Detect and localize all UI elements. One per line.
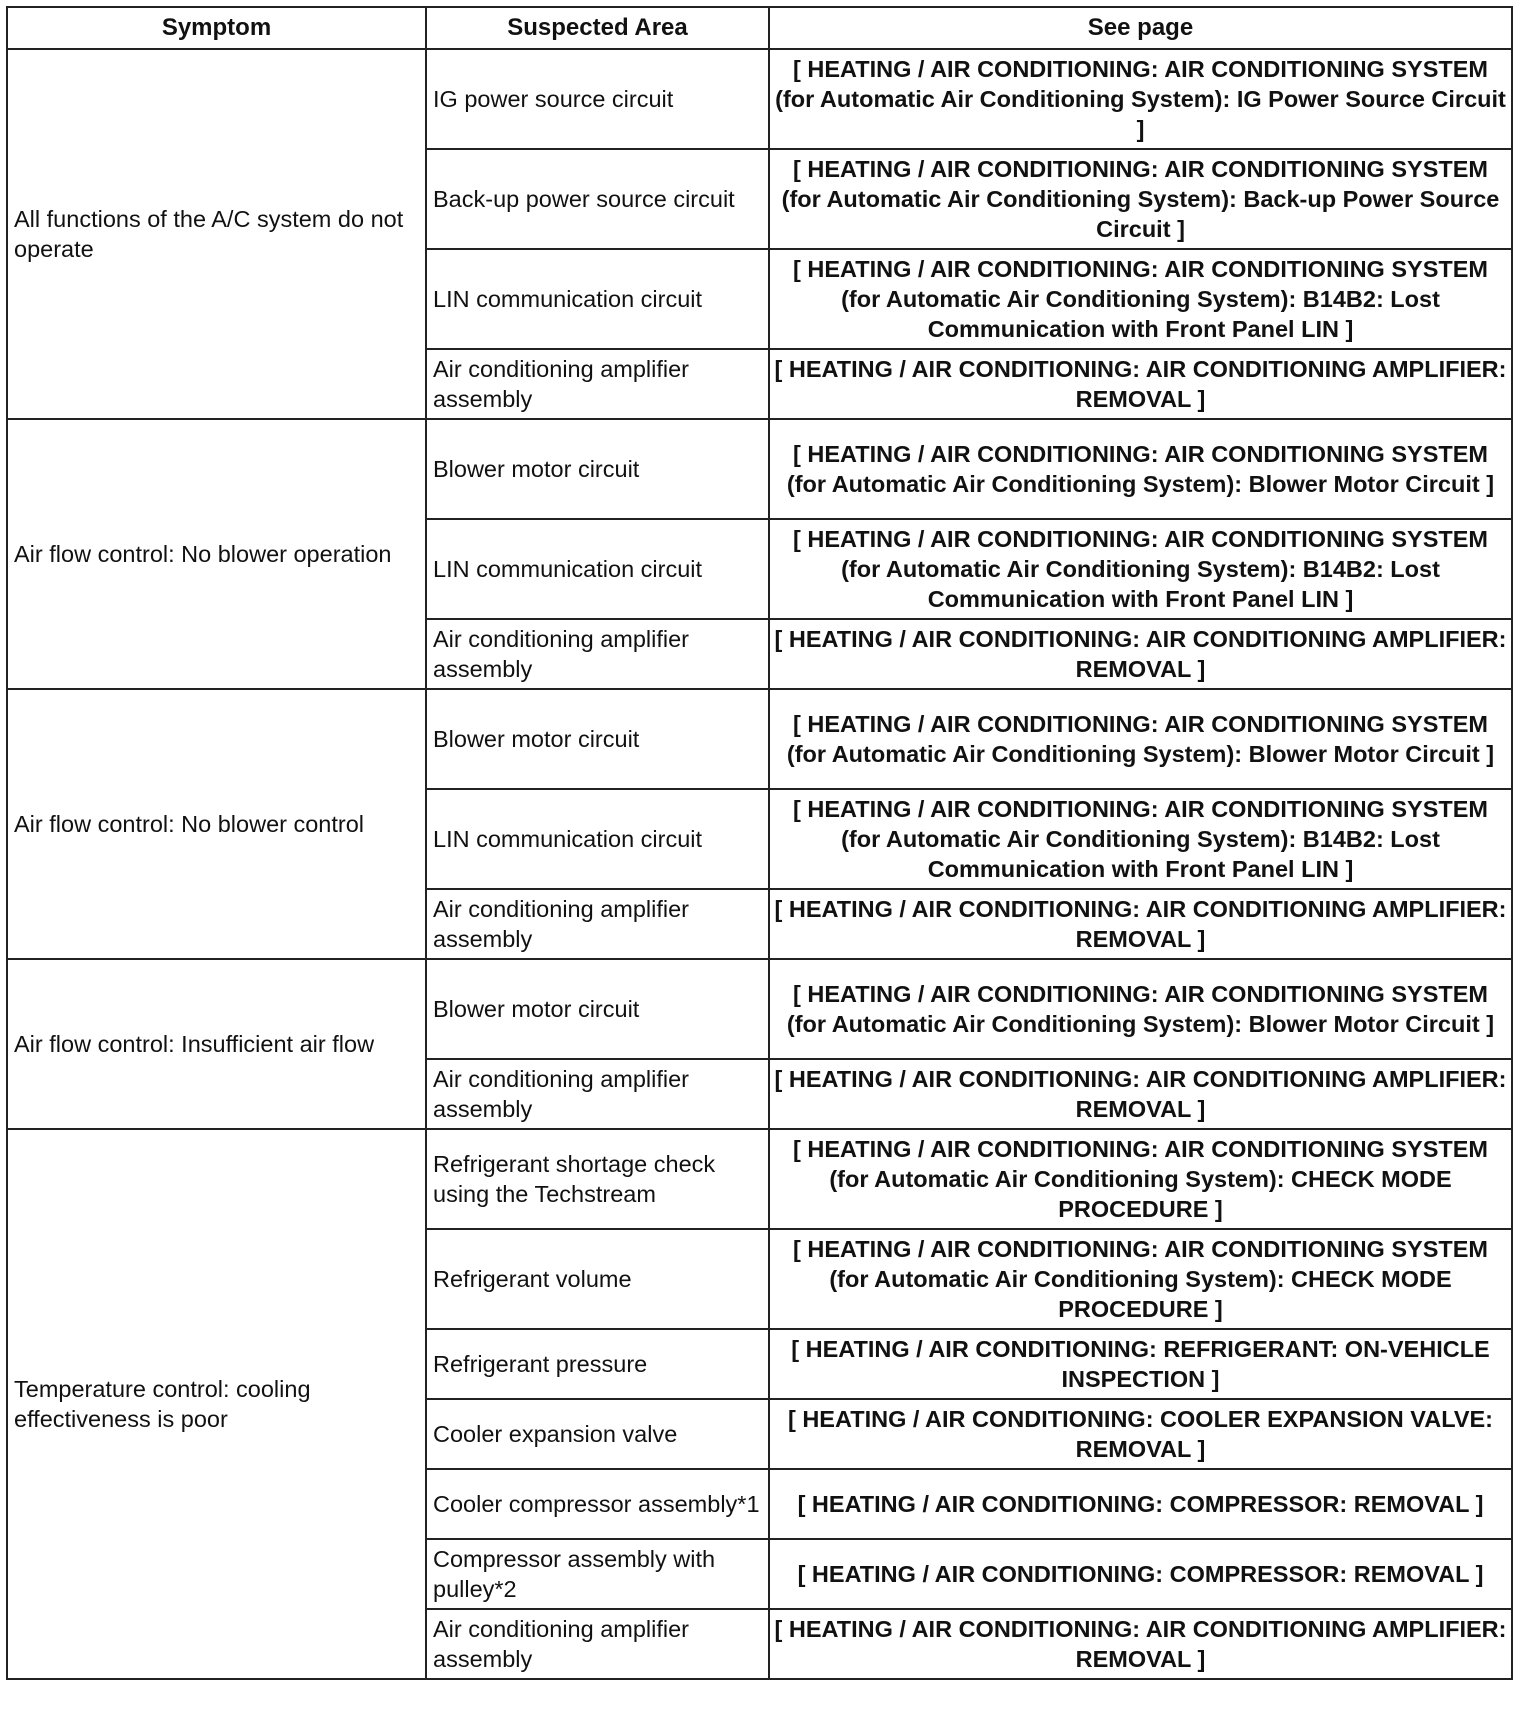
see-page-link[interactable]: [ HEATING / AIR CONDITIONING: AIR CONDITIONING SYSTEM (for Automatic Air Conditioning System): B14B2: Lost Communication with Front Panel LIN ] [769,519,1512,619]
suspected-area-cell: Cooler expansion valve [426,1399,769,1469]
see-page-link[interactable]: [ HEATING / AIR CONDITIONING: AIR CONDITIONING SYSTEM (for Automatic Air Conditioning System): B14B2: Lost Communication with Front Panel LIN ] [769,789,1512,889]
see-page-link[interactable]: [ HEATING / AIR CONDITIONING: AIR CONDITIONING SYSTEM (for Automatic Air Conditioning System): Blower Motor Circuit ] [769,689,1512,789]
see-page-link[interactable]: [ HEATING / AIR CONDITIONING: AIR CONDITIONING AMPLIFIER: REMOVAL ] [769,1609,1512,1679]
see-page-link[interactable]: [ HEATING / AIR CONDITIONING: AIR CONDITIONING AMPLIFIER: REMOVAL ] [769,349,1512,419]
suspected-area-cell: Blower motor circuit [426,689,769,789]
problem-symptoms-table [6,6,1513,1680]
see-page-link[interactable]: [ HEATING / AIR CONDITIONING: AIR CONDITIONING SYSTEM (for Automatic Air Conditioning System): Blower Motor Circuit ] [769,959,1512,1059]
suspected-area-cell: LIN communication circuit [426,519,769,619]
header-symptom: Symptom [7,7,426,49]
header-see-page: See page [769,7,1512,49]
suspected-area-cell: Air conditioning amplifier assembly [426,1059,769,1129]
see-page-link[interactable]: [ HEATING / AIR CONDITIONING: AIR CONDITIONING SYSTEM (for Automatic Air Conditioning System): CHECK MODE PROCEDURE ] [769,1129,1512,1229]
symptom-cell: All functions of the A/C system do not operate [7,49,426,419]
see-page-link[interactable]: [ HEATING / AIR CONDITIONING: REFRIGERANT: ON-VEHICLE INSPECTION ] [769,1329,1512,1399]
see-page-link[interactable]: [ HEATING / AIR CONDITIONING: AIR CONDITIONING AMPLIFIER: REMOVAL ] [769,889,1512,959]
suspected-area-cell: Refrigerant volume [426,1229,769,1329]
suspected-area-cell: Refrigerant pressure [426,1329,769,1399]
suspected-area-cell: LIN communication circuit [426,249,769,349]
see-page-link[interactable]: [ HEATING / AIR CONDITIONING: AIR CONDITIONING SYSTEM (for Automatic Air Conditioning System): B14B2: Lost Communication with Front Panel LIN ] [769,249,1512,349]
table-row [7,49,1512,149]
suspected-area-cell: Air conditioning amplifier assembly [426,349,769,419]
table-row [7,689,1512,789]
header-row [7,7,1512,49]
troubleshooting-table-container [6,6,1511,1680]
suspected-area-cell: LIN communication circuit [426,789,769,889]
see-page-link[interactable]: [ HEATING / AIR CONDITIONING: COMPRESSOR: REMOVAL ] [769,1469,1512,1539]
table-row [7,419,1512,519]
suspected-area-cell: IG power source circuit [426,49,769,149]
see-page-link[interactable]: [ HEATING / AIR CONDITIONING: AIR CONDITIONING AMPLIFIER: REMOVAL ] [769,619,1512,689]
header-suspected-area: Suspected Area [426,7,769,49]
symptom-cell: Air flow control: Insufficient air flow [7,959,426,1129]
see-page-link[interactable]: [ HEATING / AIR CONDITIONING: AIR CONDITIONING AMPLIFIER: REMOVAL ] [769,1059,1512,1129]
see-page-link[interactable]: [ HEATING / AIR CONDITIONING: COOLER EXPANSION VALVE: REMOVAL ] [769,1399,1512,1469]
suspected-area-cell: Air conditioning amplifier assembly [426,889,769,959]
symptom-cell: Air flow control: No blower operation [7,419,426,689]
suspected-area-cell: Air conditioning amplifier assembly [426,619,769,689]
table-row [7,1129,1512,1229]
suspected-area-cell: Cooler compressor assembly*1 [426,1469,769,1539]
symptom-cell: Air flow control: No blower control [7,689,426,959]
see-page-link[interactable]: [ HEATING / AIR CONDITIONING: AIR CONDITIONING SYSTEM (for Automatic Air Conditioning System): Back-up Power Source Circuit ] [769,149,1512,249]
suspected-area-cell: Refrigerant shortage check using the Techstream [426,1129,769,1229]
see-page-link[interactable]: [ HEATING / AIR CONDITIONING: AIR CONDITIONING SYSTEM (for Automatic Air Conditioning System): CHECK MODE PROCEDURE ] [769,1229,1512,1329]
suspected-area-cell: Blower motor circuit [426,419,769,519]
suspected-area-cell: Back-up power source circuit [426,149,769,249]
symptom-cell: Temperature control: cooling effectiveness is poor [7,1129,426,1679]
suspected-area-cell: Air conditioning amplifier assembly [426,1609,769,1679]
suspected-area-cell: Compressor assembly with pulley*2 [426,1539,769,1609]
see-page-link[interactable]: [ HEATING / AIR CONDITIONING: AIR CONDITIONING SYSTEM (for Automatic Air Conditioning System): Blower Motor Circuit ] [769,419,1512,519]
table-row [7,959,1512,1059]
suspected-area-cell: Blower motor circuit [426,959,769,1059]
see-page-link[interactable]: [ HEATING / AIR CONDITIONING: AIR CONDITIONING SYSTEM (for Automatic Air Conditioning System): IG Power Source Circuit ] [769,49,1512,149]
see-page-link[interactable]: [ HEATING / AIR CONDITIONING: COMPRESSOR: REMOVAL ] [769,1539,1512,1609]
